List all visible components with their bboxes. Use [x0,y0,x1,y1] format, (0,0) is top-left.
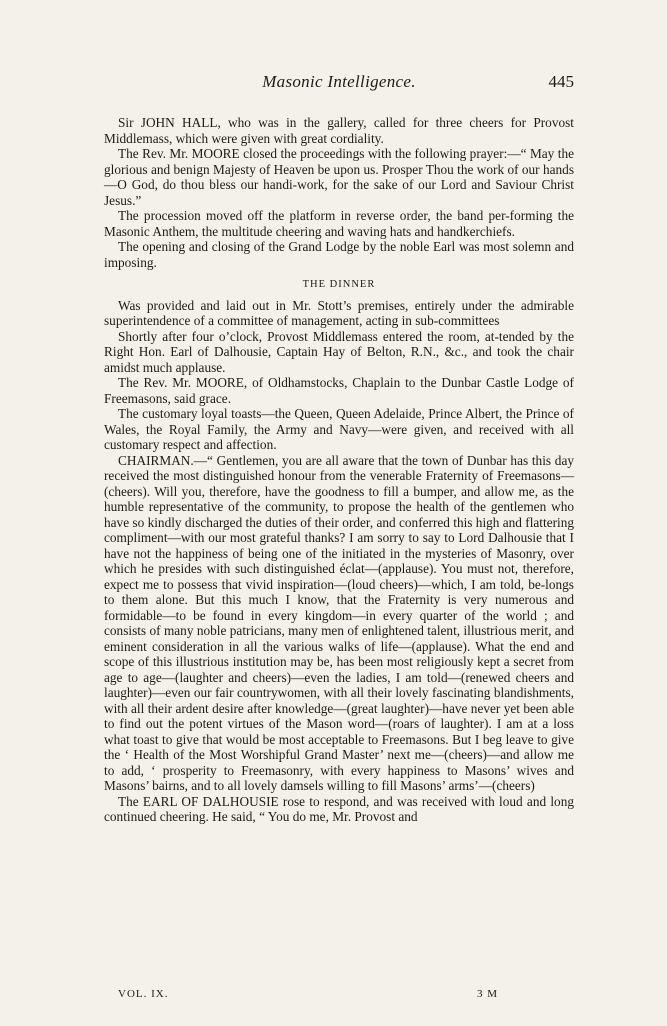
page-footer [118,988,498,1000]
paragraph: Was provided and laid out in Mr. Stott’s premises, entirely under the admirable superintendence of a committee of management, acting in sub-committees [104,297,574,328]
page-number: 445 [548,72,574,91]
paragraph: The Rev. Mr. MOORE, of Oldhamstocks, Chaplain to the Dunbar Castle Lodge of Freemasons, said grace. [104,375,574,406]
page-header [104,72,574,96]
running-title: Masonic Intelligence. [262,72,416,91]
volume-label: VOL. IX. [118,988,169,1000]
section-heading: THE DINNER [302,279,376,290]
paragraph: The customary loyal toasts—the Queen, Queen Adelaide, Prince Albert, the Prince of Wales, the Royal Family, the Army and Navy—were given, and received with all customary respect and affection. [104,406,574,452]
paragraph: The procession moved off the platform in reverse order, the band per-forming the Masonic Anthem, the multitude cheering and waving hats and handkerchiefs. [104,208,574,239]
paragraph: CHAIRMAN.—“ Gentlemen, you are all aware that the town of Dunbar has this day received the most distinguished honour from the venerable Fraternity of Freemasons—(cheers). Will you, therefore, have the goodness to fill a bumper, and allow me, as the humble representative of the community, to propose the health of the gentlemen who have so kindly discharged the duties of their order, and conferred this high and flattering compliment—with our most grateful thanks? I am sorry to say to Lord Dalhousie that I have not the happiness of being one of the initiated in the mysteries of Masonry, over which he presides with such distinguished éclat—(applause). You must not, therefore, expect me to possess that vivid inspiration—(loud cheers)—which, I am told, be-longs to them alone. But this much I know, that the Fraternity is very numerous and formidable—to be found in every kingdom—in every quarter of the world ; and consists of many noble patricians, many men of enlightened talent, illustrious merit, and eminent consideration in all the various walks of life—(applause). What the end and scope of this illustrious institution may be, has been most religiously kept a secret from age to age—(laughter and cheers)—even the ladies, I am told—(renewed cheers and laughter)—even our fair countrywomen, with all their lovely fascinating blandishments, with all their ardent desire after knowledge—(great laughter)—have never yet been able to find out the potent virtues of the Mason word—(roars of laughter). I am at a loss what toast to give that would be most acceptable to Freemasons. But I beg leave to give the ‘ Health of the Most Worshipful Grand Master’ next me—(cheers)—and allow me to add, ‘ prosperity to Freemasonry, with every happiness to Masons’ wives and Masons’ bairns, and to all lovely damsels willing to fill Masons’ arms’—(cheers) [104,452,575,793]
paragraph: The EARL OF DALHOUSIE rose to respond, and was received with loud and long continued cheering. He said, “ You do me, Mr. Provost and [104,793,574,824]
paragraph: Shortly after four o’clock, Provost Middlemass entered the room, at-tended by the Right Hon. Earl of Dalhousie, Captain Hay of Belton, R.N., &c., and took the chair amidst much applause. [104,328,574,375]
signature-mark: 3 M [476,988,498,1000]
paragraph: The opening and closing of the Grand Lodge by the noble Earl was most solemn and imposing. [104,239,574,270]
paragraph: Sir JOHN HALL, who was in the gallery, called for three cheers for Provost Middlemass, which were given with great cordiality. [104,115,574,146]
paragraph: The Rev. Mr. MOORE closed the proceedings with the following prayer:—“ May the glorious and benign Majesty of Heaven be upon us. Prosper Thou the work of our hands—O God, do thou bless our handi-work, for the sake of our Lord and Saviour Christ Jesus.” [104,146,574,208]
article-body [104,115,574,825]
